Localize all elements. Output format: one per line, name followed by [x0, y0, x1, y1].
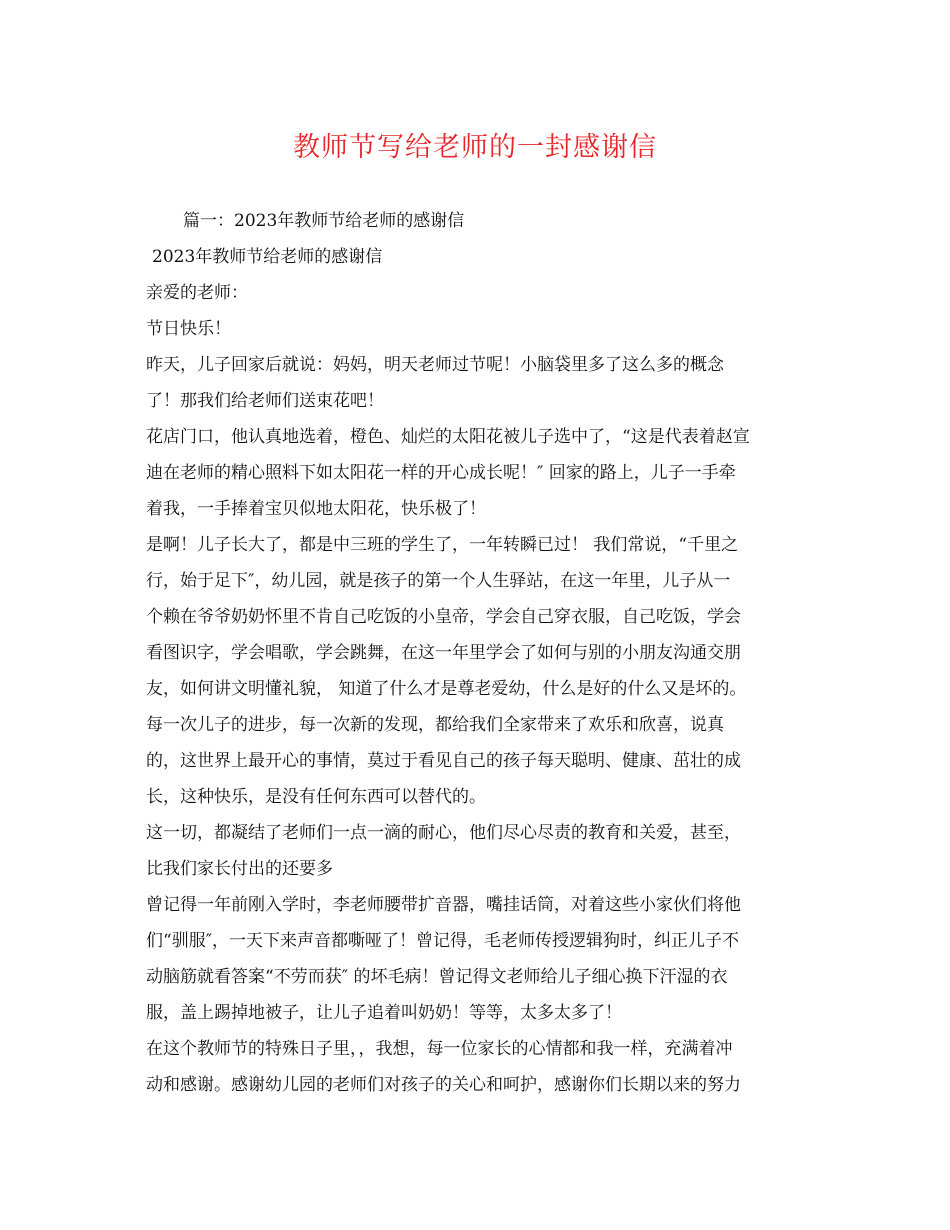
greeting-line: 节日快乐！ — [146, 319, 231, 339]
paragraph-line: 迪在老师的精心照料下如太阳花一样的开心成长呢！″ 回家的路上，儿子一手牵 — [146, 463, 736, 483]
paragraph-line: 动脑筋就看答案“不劳而获″ 的坏毛病！曾记得文老师给儿子细心换下汗湿的衣 — [146, 967, 728, 987]
paragraph-line: 们“驯服″，一天下来声音都嘶哑了！曾记得，毛老师传授逻辑狗时，纠正儿子不 — [146, 931, 740, 951]
salutation: 亲爱的老师： — [146, 283, 248, 303]
paragraph-line: 行，始于足下″，幼儿园，就是孩子的第一个人生驿站，在这一年里，儿子从一 — [146, 571, 731, 591]
paragraph-line: 花店门口，他认真地选着，橙色、灿烂的太阳花被儿子选中了，“这是代表着赵宣 — [146, 427, 750, 447]
paragraph-line: 着我，一手捧着宝贝似地太阳花，快乐极了！ — [146, 499, 486, 519]
paragraph-line: 昨天，儿子回家后就说：妈妈，明天老师过节呢！小脑袋里多了这么多的概念 — [146, 355, 724, 375]
paragraph-line: 友，如何讲文明懂礼貌， 知道了什么才是尊老爱幼，什么是好的什么又是坏的。 — [146, 679, 747, 699]
paragraph-line: 每一次儿子的进步，每一次新的发现，都给我们全家带来了欢乐和欣喜，说真 — [146, 715, 724, 735]
document-title: 教师节写给老师的一封感谢信 — [293, 132, 657, 163]
section-heading: 篇一：2023年教师节给老师的感谢信 — [183, 211, 465, 231]
paragraph-line: 是啊！儿子长大了，都是中三班的学生了，一年转瞬已过！ 我们常说，“千里之 — [146, 535, 739, 555]
paragraph-line: 的，这世界上最开心的事情，莫过于看见自己的孩子每天聪明、健康、茁壮的成 — [146, 751, 741, 771]
paragraph-line: 动和感谢。感谢幼儿园的老师们对孩子的关心和呵护，感谢你们长期以来的努力 — [146, 1075, 741, 1095]
paragraph-line: 这一切，都凝结了老师们一点一滴的耐心，他们尽心尽责的教育和关爱，甚至， — [146, 823, 741, 843]
paragraph-line: 个赖在爷爷奶奶怀里不肯自己吃饭的小皇帝，学会自己穿衣服，自己吃饭，学会 — [146, 607, 741, 627]
paragraph-line: 服，盖上踢掉地被子，让儿子追着叫奶奶！等等，太多太多了！ — [146, 1003, 622, 1023]
paragraph-line: 曾记得一年前刚入学时，李老师腰带扩音器，嘴挂话筒，对着这些小家伙们将他 — [146, 895, 741, 915]
document-body — [146, 203, 806, 1103]
paragraph-line: 比我们家长付出的还要多 — [146, 859, 333, 879]
paragraph-line: 看图识字，学会唱歌，学会跳舞，在这一年里学会了如何与别的小朋友沟通交朋 — [146, 643, 741, 663]
letter-heading: 2023年教师节给老师的感谢信 — [152, 247, 383, 267]
paragraph-line: 在这个教师节的特殊日子里，，我想，每一位家长的心情都和我一样，充满着冲 — [146, 1039, 733, 1059]
paragraph-line: 长，这种快乐，是没有任何东西可以替代的。 — [146, 787, 486, 807]
paragraph-line: 了！那我们给老师们送束花吧！ — [146, 391, 384, 411]
